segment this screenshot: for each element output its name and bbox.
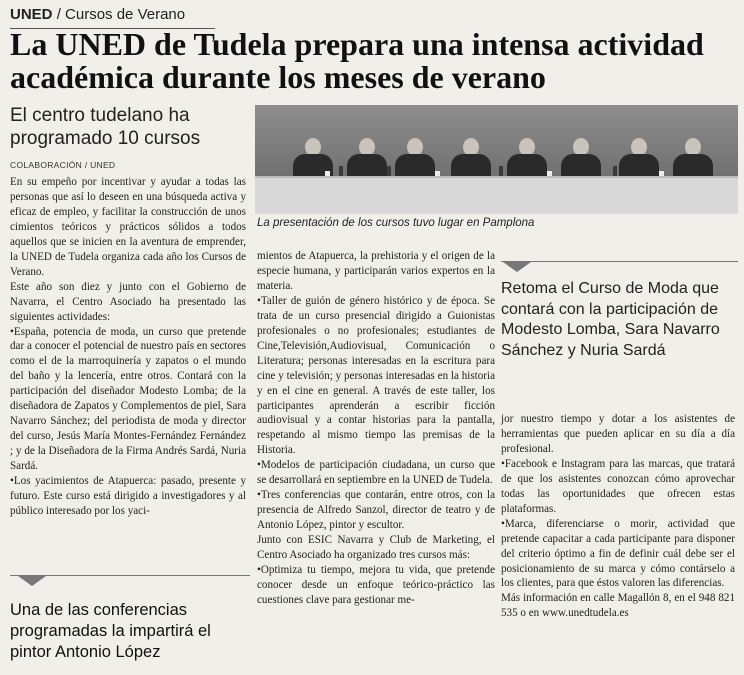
paragraph: •Optimiza tu tiempo, mejora tu vida, que pretende conocer desde un enfoque teórico-práctico las cuestiones clave para gestionar me- [257,564,495,606]
body-column-2 [257,249,495,608]
photo-person [451,138,491,180]
photo-caption: La presentación de los cursos tuvo lugar en Pamplona [257,217,535,229]
paragraph: mientos de Atapuerca, la prehistoria y el origen de la especie humana, y participarán varios expertos en la materia. [257,250,495,292]
headline: La UNED de Tudela prepara una intensa actividad académica durante los meses de verano [10,26,704,95]
byline: COLABORACIÓN / UNED [10,160,116,170]
photo-person [673,138,713,180]
paragraph: •Los yacimientos de Atapuerca: pasado, presente y futuro. Este curso está dirigido a investigadores y al público interesado por los yaci- [10,475,246,517]
paragraph: En su empeño por incentivar y ayudar a todas las personas que así lo deseen en una búsqueda activa y eficaz de empleo, y facilitar la construcción de unos cimientos teóricos y prácticos sólidos a todos aquellos que se inicien en la aventura de emprender, la UNED de Tudela organiza cada año los Cursos de Verano. [10,176,246,278]
pullquote-rule [10,575,250,576]
section-separator: / [56,6,61,23]
pullquote-right: Retoma el Curso de Moda que contará con la participación de Modesto Lomba, Sara Navarro Sánchez y Nuria Sardá [501,280,720,359]
presentation-table [255,176,738,214]
paragraph: •Facebook e Instagram para las marcas, que tratará de que los asistentes conozcan cómo aprovechar todas las oportunidades que ofrecen estas plataformas. [501,457,735,515]
pullquote-arrow-icon [503,262,531,272]
paragraph: Este año son diez y junto con el Gobierno de Navarra, el Centro Asociado ha presentado las siguientes actividades: [10,280,246,323]
pullquote-left: Una de las conferencias programadas la impartirá el pintor Antonio López [10,601,211,661]
paragraph: •España, potencia de moda, un curso que pretende dar a conocer el potencial de nuestro país en sectores como el de la marroquinería y zapatos o el mundo del baño y la lencería, entre otros. Contará con la participación del diseñador Modesto Lomba; de la diseñadora de Zapatos y Complementos de piel, Sara Navarro Sánchez; del periodista de moda y director del curso, Jesús María Montes-Fernández Fernández ; y de la Diseñadora de la Firma Andrés Sardá, Nuria Sardá. [10,325,246,473]
paragraph: •Marca, diferenciarse o morir, actividad que pretende capacitar a cada participante para disponer del criterio óptimo a fin de definir cuál debe ser el posicionamiento de su marca y cómo contárselo a los clientes, para que éstos valoren las diferencias. [501,517,735,590]
section-name: Cursos de Verano [65,6,186,23]
paragraph: jor nuestro tiempo y dotar a los asistentes de herramientas que pueden aplicar en su día a día profesional. [501,413,735,455]
body-column-3 [501,412,735,621]
photo-person [395,138,435,180]
section-label [10,6,185,23]
event-photo [255,105,738,214]
paragraph: •Taller de guión de género histórico y de época. Se trata de un curso presencial dirigido a Guionistas profesionales o no profesionales; estudiantes de Cine,Televisión,Audiovisual, Comunicación o Literatura; personas interesadas en la escritura para cine y televisión; y personas interesadas en la historia y en el cine en general. A través de este taller, los participantes aprenderán a escribir ficción audiovisual y a contar historias para la pantalla, respetando al mismo tiempo las premisas de la Historia. [257,294,495,457]
photo-person [347,138,387,180]
paragraph: Más información en calle Magallón 8, en el 948 821 535 o en www.unedtudela.es [501,592,735,620]
photo-person [561,138,601,180]
paragraph: Junto con ESIC Navarra y Club de Marketing, el Centro Asociado ha organizado tres cursos más: [257,534,495,562]
pullquote-arrow-icon [18,576,46,586]
paragraph: •Tres conferencias que contarán, entre otros, con la presencia de Alfredo Sanzol, director de teatro y de Antonio López, pintor y escultor. [257,489,495,532]
photo-person [507,138,547,180]
pullquote-rule [501,261,738,262]
paragraph: •Modelos de participación ciudadana, un curso que se desarrollará en septiembre en la UNED de Tudela. [257,459,495,487]
subheadline: El centro tudelano ha programado 10 cursos [10,105,201,149]
section-tag: UNED [10,6,53,23]
body-column-1 [10,175,246,519]
photo-person [619,138,659,180]
